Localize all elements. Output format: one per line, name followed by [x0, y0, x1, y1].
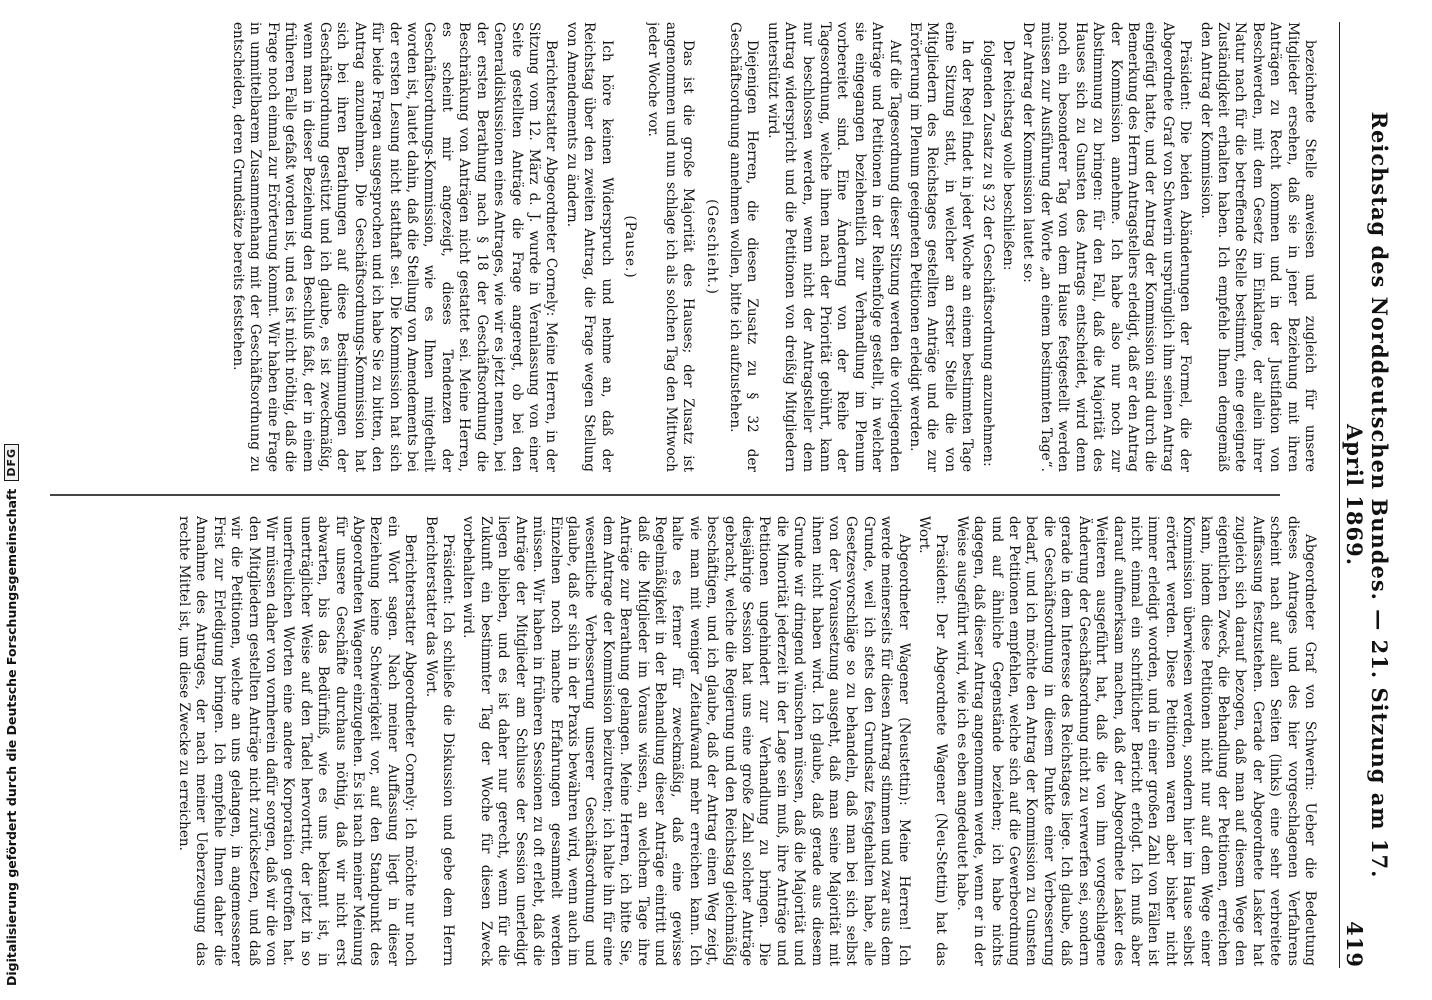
left-column-paragraph: Präsident: Die beiden Abänderungen der Formel, die der Abgeordnete Graf von Schwerin ursprünglich ihm seinen Antrag eingefügt hatte, und der Antrag der Kommission sind durch die Bemerkung des Herrn Antragstellers erledigt, daß er den Antrag der Kommission annehme. Ich habe also nur noch zur Abstimmung zu bringen: für den Fall, daß die Majorität des Hauses sich zu Gunsten des Antrags entscheidet, wird denn noch ein besonderer Tag von dem Hause festgestellt werden müssen zur Ausführung der Worte „an einem bestimmten Tage“. Der Antrag der Kommission lautet so: — [1020, 22, 1194, 472]
page-number: 419 — [1342, 921, 1367, 968]
digitization-credit — [0, 0, 22, 1000]
left-column-paragraph: folgenden Zusatz zu § 32 der Geschäftsordnung anzunehmen: — [979, 40, 996, 467]
left-column-paragraph: Das ist die große Majorität des Hauses; der Zusatz ist angenommen und nun schlage ich als solchen Tag den Mittwoch jeder Woche vor. — [645, 22, 697, 472]
dfg-logo: DFG — [4, 444, 19, 481]
left-column-paragraph: In der Regel findet in jeder Woche an einem bestimmten Tage eine Sitzung statt, in welcher an erster Stelle die von Mitgliedern des Reichstages gestellten Anträge und die zur Erörterung im Plenum geeigneten Petitionen erledigt werden. — [907, 22, 976, 472]
text-column-right — [28, 516, 1318, 966]
right-column-paragraph: Abgeordneter Graf von Schwerin: Ueber die Bedeutung dieses Antrages und des hier vorgeschlagenen Verfahrens scheint nach auf allen Seiten (links) eine sehr verbreitete Auffassung festzustehen. Gerade der Abgeordnete Lasker hat zugleich sich darauf bezogen, daß man auf diesem Wege den eigentlichen Zweck, die Behandlung der Petitionen, erreichen kann, indem diese Petitionen nicht nur auf dem Wege einer Kommission überwiesen werden, sondern hier im Hause selbst erörtert werden. Diese Petitionen waren aber bisher nicht immer erledigt worden, und in einer großen Zahl von Fällen ist nicht einmal ein schriftlicher Bericht erfolgt. Ich muß aber darauf aufmerksam machen, daß der Abgeordnete Lasker des Weiteren ausgeführt hat, daß die von ihm vorgeschlagene Änderung der Geschäftsordnung nicht zu verwerfen sei, sondern gerade in dem Interesse des Reichstages liege. Ich glaube, daß die Geschäftsordnung in diesem Punkte einer Verbesserung bedarf, und ich möchte den Antrag der Kommission zu Gunsten der Petitionen empfehlen, welche sich auf die Gewerbeordnung und auf ähnliche Gegenstände beziehen; ich habe nichts dagegen, daß dieser Antrag angenommen werde, wenn er in der Weise ausgeführt wird, wie ich es eben angedeutet habe. — [953, 516, 1318, 966]
left-column-paragraph: bezeichnete Stelle anweisen und zugleich für unsere Mitglieder ersehen, daß sie in jener Beziehung mit ihren Anträgen zu Recht kommen und in der Justiflation von Beschwerden, mit dem Gesetz im Einklange, der allein ihrer Natur nach für die betreffende Stelle bestimmt, eine geeignete Zuständigkeit erhalten haben. Ich empfehle Ihnen demgemäß den Antrag der Kommission. — [1197, 22, 1318, 472]
left-column-paragraph: Diejenigen Herren, die diesen Zusatz zu § 32 der Geschäftsordnung annehmen wollen, bitte ich aufzustehen. — [727, 22, 761, 472]
left-column-paragraph: (Geschieht.) — [703, 199, 720, 295]
text-column-left — [28, 22, 1318, 472]
credit-text: Digitalisierung gefördert durch die Deutsche Forschungsgemeinschaft — [3, 488, 19, 986]
column-divider — [50, 494, 1280, 496]
right-column-paragraph: Berichterstatter Abgeordneter Cornely: Ich möchte nur noch ein Wort sagen. Nach meiner Auffassung liegt in dieser Beziehung keine Schwierigkeit vor, auf den Standpunkt des Abgeordneten Wagener einzugehen. Es ist nach meiner Meinung für unsere Geschäfte durchaus nöthig, daß wir nicht erst abwarten, bis das Bedürfniß, wie es uns bekannt ist, in unerträglicher Weise auf den Tadel hervortritt, der jetzt in so unerfreulichen Worten eine andere Korporation getroffen hat. Wir müssen daher von vornherein dafür sorgen, daß wir die von den Mitgliedern gestellten Anträge nicht zurücksetzen, und daß wir die Petitionen, welche an uns gelangen, in angemessener Frist zur Erledigung bringen. Ich empfehle Ihnen daher die Annahme des Antrages, der nach meiner Ueberzeugung das rechte Mittel ist, um diese Zwecke zu erreichen. — [176, 516, 419, 966]
left-column-paragraph: (Pause.) — [621, 215, 638, 279]
left-column-paragraph: Berichterstatter Abgeordneter Cornely: Meine Herren, in der Sitzung vom 12. März d. J. wurde in Veranlassung von einer Seite gestellten Anträge die Frage angeregt, ob bei den Generaldiskussionen eines Antrages, wie wir es jetzt nennen, bei der ersten Berathung nach § 18 der Geschäftsordnung die Beschränkung von Anträgen nicht gestattet sei. Meine Herren, es scheint mir angezeigt, dieses Tendenzen der Geschäftsordnungs-Kommission, wie es Ihnen mitgetheilt worden ist, lautet dahin, daß die Stellung von Amendements bei der ersten Lesung nicht statthaft sei. Die Kommission hat sich für beide Fragen ausgesprochen und ich habe Sie zu bitten, den Antrag anzunehmen. Die Geschäftsordnungs-Kommission hat sich bei ihren Berathungen auf diese Bestimmungen der Geschäftsordnung gestützt und ich glaube, es ist zweckmäßig, wenn man in dieser Beziehung den Beschluß faßt, der in einem früheren Falle gefaßt worden ist, und es ist nicht nöthig, daß die Frage noch einmal zur Erörterung kommt. Wir haben eine Frage in unmittelbarem Zusammenhang mit der Geschäftsordnung zu entscheiden, deren Grundsätze bereits feststehen. — [230, 22, 560, 472]
left-column-paragraph: Ich höre keinen Widerspruch und nehme an, daß der Reichstag über den zweiten Antrag, die Frage wegen Stellung von Amendements zu ändern. — [563, 22, 615, 472]
left-column-paragraph: Auf die Tagesordnung dieser Sitzung werden die vorliegenden Anträge und Petitionen in der Reihenfolge gestellt, in welcher sie eingegangen beziehentlich zur Verhandlung im Plenum vorbereitet sind. Eine Änderung von der Reihe der Tagesordnung, welche ihnen nach der Priorität gebührt, kann nur beschlossen werden, wenn nicht der Antragsteller dem Antrag widerspricht und die Petitionen von dreißig Mitgliedern unterstützt wird. — [764, 22, 903, 472]
right-column-paragraph: Abgeordneter Wagener (Neustettin): Meine Herren! Ich werde meinerseits für diesen Antrag stimmen und zwar aus dem Grunde, weil ich stets den Grundsatz festgehalten habe, alle Gesetzesvorschläge so zu behandeln, daß man bei sich selbst von der Voraussetzung ausgeht, daß man seine Majorität mit ihnen nicht haben wird. Ich glaube, daß gerade aus diesem Grunde wir dringend wünschen müssen, daß die Majorität und die Minorität jederzeit in der Lage sein muß, ihre Anträge und Petitionen ungehindert zur Verhandlung zu bringen. Die diesjährige Session hat uns eine große Zahl solcher Anträge gebracht, welche die Regierung und den Reichstag gleichmäßig beschäftigen, und ich glaube, daß der Antrag einen Weg zeigt, wie man mit weniger Zeitaufwand mehr erreichen kann. Ich halte es ferner für zweckmäßig, daß eine gewisse Regelmäßigkeit in der Behandlung dieser Anträge eintritt und daß die Mitglieder im Voraus wissen, an welchem Tage ihre Anträge zur Berathung gelangen. Meine Herren, ich bitte Sie, dem Antrage der Kommission beizutreten; ich halte ihn für eine wesentliche Verbesserung unserer Geschäftsordnung und glaube, daß er sich in der Praxis bewähren wird, wenn auch im Einzelnen noch manche Erfahrungen gesammelt werden müssen. Wir haben in früheren Sessionen zu oft erlebt, daß die Anträge der Mitglieder am Schlusse der Session unerledigt liegen blieben, und es ist daher nur gerecht, wenn für die Zukunft ein bestimmter Tag der Woche für diesen Zweck vorbehalten wird. — [460, 516, 912, 966]
right-column-paragraph: Präsident: Der Abgeordnete Wagener (Neu-Stettin) hat das Wort. — [916, 516, 950, 966]
left-column-paragraph: Der Reichstag wolle beschließen: — [1000, 40, 1017, 271]
page-header — [1339, 22, 1392, 968]
right-column-paragraph: Präsident: Ich schließe die Diskussion und gebe dem Herrn Berichterstatter das Wort. — [422, 516, 457, 966]
page-title: Reichstag des Norddeutschen Bundes. — 21. Sitzung am 17. April 1869. — [1342, 111, 1392, 879]
